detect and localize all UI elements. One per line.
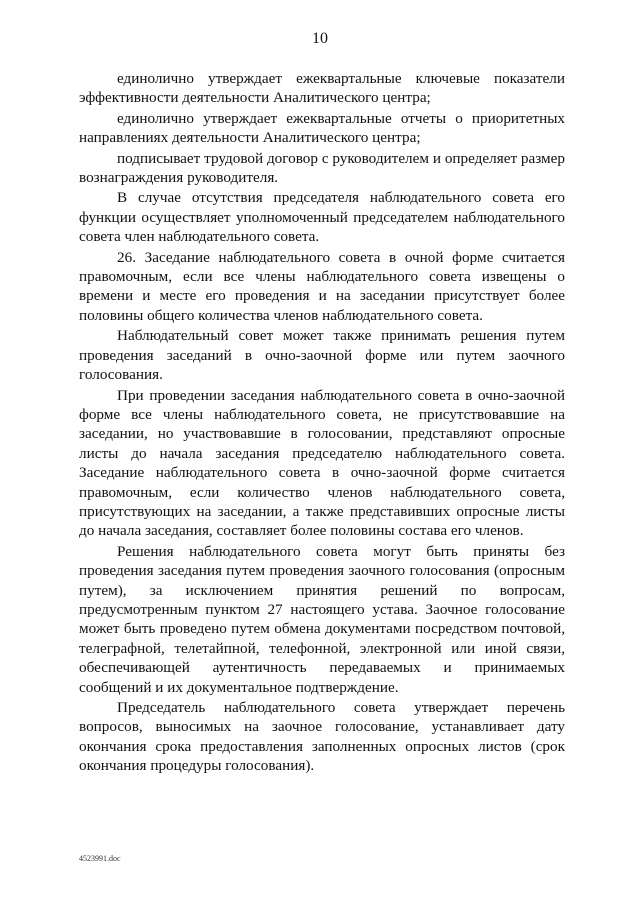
paragraph: При проведении заседания наблюдательного совета в очно-заочной форме все члены наблюдательного совета, не присутствовавшие на заседании, но участвовавшие в голосовании, представляют опросные листы до начала заседания председателю наблюдательного совета. Заседание наблюдательного совета в очно-заочной форме считается правомочным, если количество членов наблюдательного совета, присутствующих на заседании, а также представивших опросные листы до начала заседания, составляет более половины состава его членов. bbox=[79, 386, 565, 540]
paragraph: В случае отсутствия председателя наблюдательного совета его функции осуществляет уполномоченный председателем наблюдательного совета член наблюдательного совета. bbox=[79, 189, 565, 246]
paragraph: подписывает трудовой договор с руководителем и определяет размер вознаграждения руководителя. bbox=[79, 149, 565, 187]
paragraph: единолично утверждает ежеквартальные отчеты о приоритетных направлениях деятельности Аналитического центра; bbox=[79, 109, 565, 147]
paragraph: Решения наблюдательного совета могут быть приняты без проведения заседания путем проведения заочного голосования (опросным путем), за исключением принятия решений по вопросам, предусмотренным пунктом 27 настоящего устава. Заочное голосование может быть проведено путем обмена документами посредством почтовой, телеграфной, телетайпной, телефонной, электронной или иной связи, обеспечивающей аутентичность передаваемых и принимаемых сообщений и их документальное подтверждение. bbox=[79, 542, 565, 696]
paragraph: Наблюдательный совет может также принимать решения путем проведения заседаний в очно-заочной форме или путем заочного голосования. bbox=[79, 327, 565, 384]
paragraph: единолично утверждает ежеквартальные ключевые показатели эффективности деятельности Аналитического центра; bbox=[79, 70, 565, 107]
footer-doc-id: 4523991.doc bbox=[79, 854, 121, 863]
paragraph: Председатель наблюдательного совета утверждает перечень вопросов, выносимых на заочное голосование, устанавливает дату окончания срока предоставления заполненных опросных листов (срок окончания процедуры голосования). bbox=[79, 699, 565, 775]
page-number: 10 bbox=[312, 30, 328, 47]
document-body bbox=[79, 69, 565, 777]
paragraph: 26. Заседание наблюдательного совета в очной форме считается правомочным, если все члены наблюдательного совета извещены о времени и месте его проведения и на заседании присутствует более половины общего количества членов наблюдательного совета. bbox=[79, 248, 565, 324]
